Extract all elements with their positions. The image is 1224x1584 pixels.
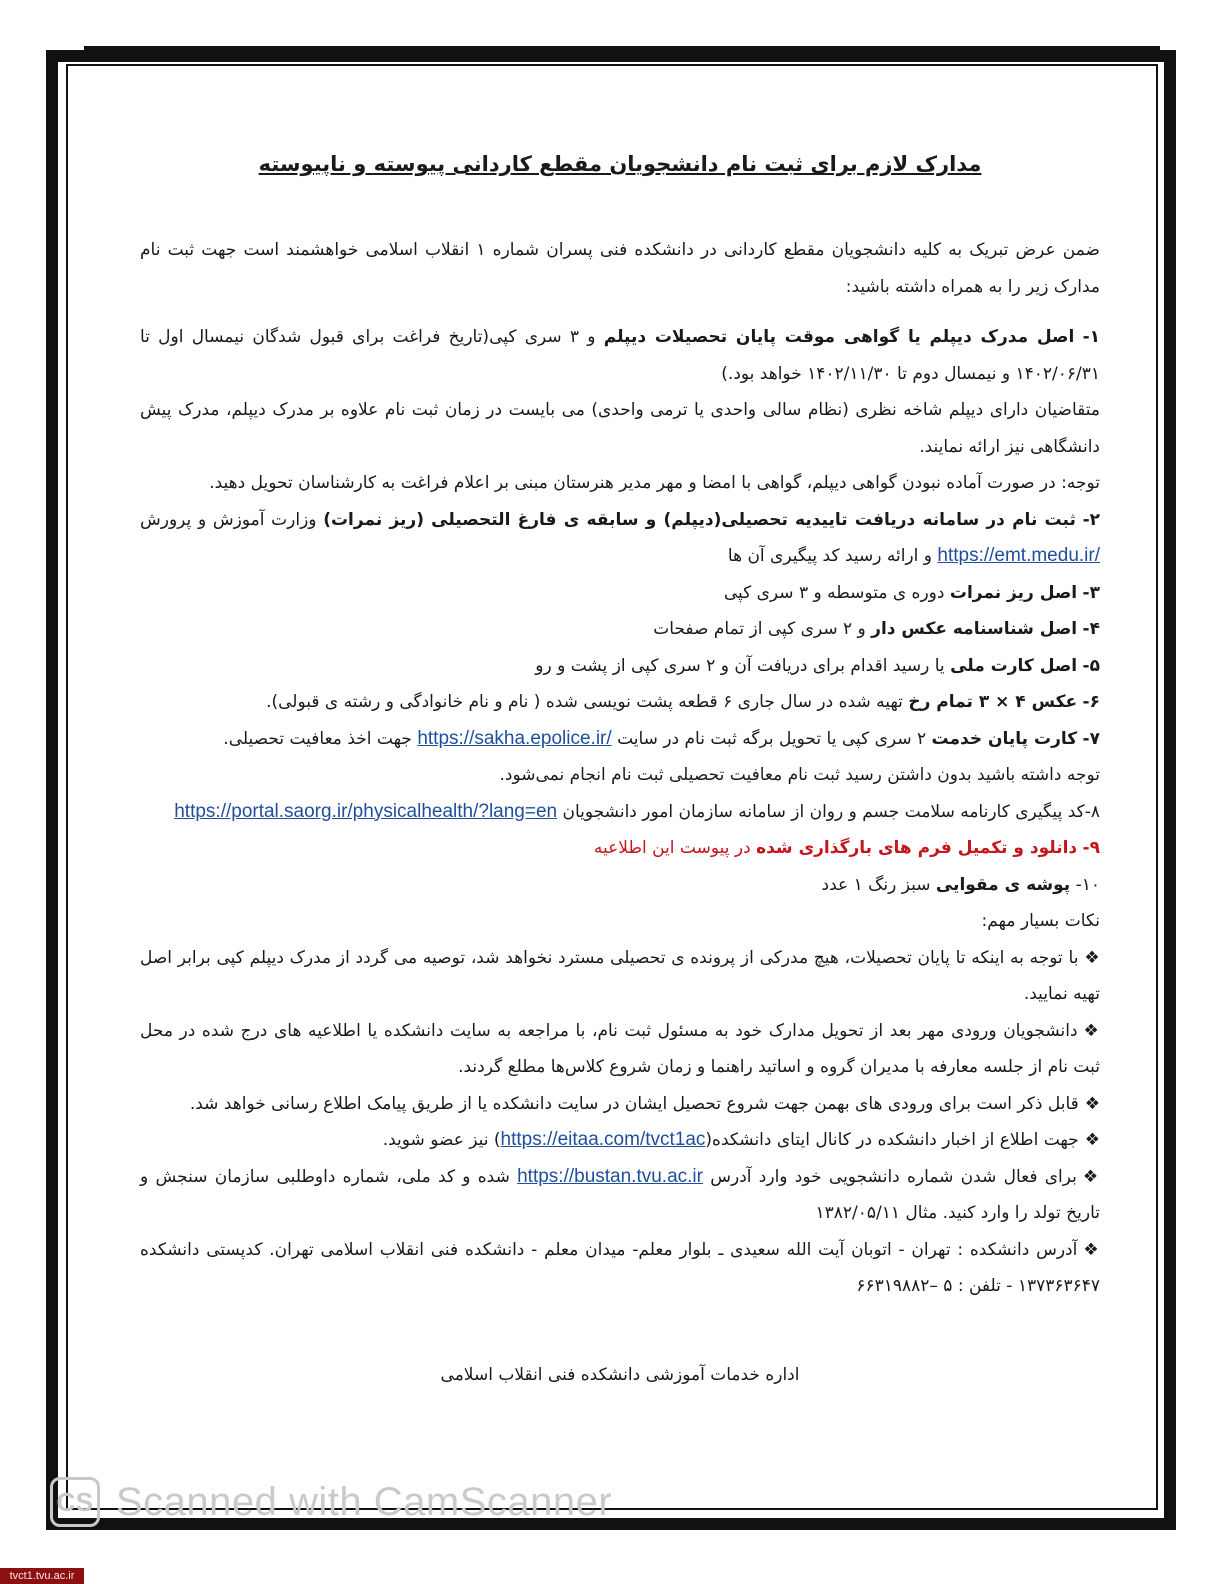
sakha-link[interactable]: https://sakha.epolice.ir/: [417, 727, 612, 749]
camscanner-logo-icon: CS: [50, 1477, 100, 1527]
note-3-text: قابل ذکر است برای ورودی های بهمن جهت شروع تحصیل ایشان در سایت دانشکده یا از طریق پیامک اطلاع رسانی خواهد شد.: [189, 1093, 1079, 1114]
item-7-bold: کارت پایان خدمت: [931, 728, 1078, 749]
site-tag: tvct1.tvu.ac.ir: [0, 1568, 84, 1584]
item-7-text-2: جهت اخذ معافیت تحصیلی.: [223, 728, 418, 749]
signature: اداره خدمات آموزشی دانشکده فنی انقلاب اسلامی: [440, 1364, 800, 1385]
diamond-bullet-icon: ❖: [1082, 1166, 1100, 1187]
item-1-note: متقاضیان دارای دیپلم شاخه نظری (نظام سالی واحدی یا ترمی واحدی) می بایست در زمان ثبت نام علاوه بر مدرک دیپلم، مدرک پیش دانشگاهی نیز ارائه نمایند.: [140, 400, 1100, 457]
emt-link[interactable]: https://emt.medu.ir/: [937, 545, 1100, 566]
item-6-text: تهیه شده در سال جاری ۶ قطعه پشت نویسی شده ( نام و نام خانوادگی و رشته ی قبولی).: [266, 692, 909, 712]
item-9-text: در پیوست این اطلاعیه: [593, 838, 757, 858]
item-4-bold: اصل شناسنامه عکس دار: [871, 619, 1078, 639]
item-10: [140, 867, 1100, 904]
item-1-warning: توجه: در صورت آماده نبودن گواهی دیپلم، گواهی با امضا و مهر مدیر هنرستان مبنی بر اعلام فراغت به کارشناسان تحویل دهید.: [209, 473, 1100, 493]
item-5-bold: اصل کارت ملی: [950, 655, 1078, 676]
note-6-text: آدرس دانشکده : تهران - اتوبان آیت الله سعیدی ـ بلوار معلم- میدان معلم - دانشکده فنی انقلاب اسلامی تهران. کدپستی دانشکده ۱۳۷۳۶۳۶۴۷ - تلفن : ۵ –۶۶۳۱۹۸۸۲: [140, 1239, 1100, 1296]
item-8-text: کد پیگیری کارنامه سلامت جسم و روان از سامانه سازمان امور دانشجویان: [562, 801, 1085, 822]
note-6: [140, 1232, 1100, 1305]
item-3-number: ۳-: [1082, 582, 1100, 603]
item-7-text: ۲ سری کپی یا تحویل برگه ثبت نام در سایت: [617, 728, 932, 749]
note-3: [140, 1086, 1100, 1123]
item-9: [140, 830, 1100, 867]
diamond-bullet-icon: ❖: [1083, 1239, 1100, 1260]
camscanner-watermark: [50, 1472, 670, 1532]
watermark-text: Scanned with CamScanner: [116, 1479, 613, 1524]
note-2-text: دانشجویان ورودی مهر بعد از تحویل مدارک خود به مسئول ثبت نام، با مراجعه به سایت دانشکده یا اطلاعیه های درج شده در محل ثبت نام از جلسه معارفه با مدیران گروه و اساتید راهنما و زمان شروع کلاس‌ها مطلع گردند.: [140, 1020, 1100, 1077]
note-5-text-2: شده و کد ملی، شماره داوطلبی سازمان سنجش و تاریخ تولد را وارد کنید. مثال ۱۳۸۲/۰۵/۱۱: [140, 1166, 1100, 1223]
diamond-bullet-icon: ❖: [1084, 1093, 1100, 1114]
note-5-text: برای فعال شدن شماره دانشجویی خود وارد آدرس: [702, 1166, 1077, 1187]
page-title: مدارک لازم برای ثبت نام دانشجویان مقطع کاردانی پیوسته و ناپیوسته: [258, 152, 982, 176]
item-3: [140, 575, 1100, 612]
item-1-text: و ۳ سری کپی(تاریخ فراغت برای قبول شدگان نیمسال اول تا ۱۴۰۲/۰۶/۳۱ و نیمسال دوم تا ۱۴۰۲/۱۱/۳۰ خواهد بود.): [140, 327, 1100, 384]
diamond-bullet-icon: ❖: [1084, 1130, 1100, 1150]
item-8-number: ۸-: [1084, 801, 1100, 822]
item-4-text: و ۲ سری کپی از تمام صفحات: [653, 619, 872, 639]
item-2-text: وزارت آموزش و پرورش: [140, 509, 324, 530]
document-body: [140, 140, 1100, 1393]
item-2: [140, 502, 1100, 575]
eitaa-link[interactable]: https://eitaa.com/tvct1ac: [500, 1129, 706, 1150]
item-2-number: ۲-: [1082, 509, 1101, 530]
item-6-bold: عکس ۴ × ۳ تمام رخ: [908, 692, 1078, 712]
item-7-number: ۷-: [1082, 728, 1100, 749]
item-2-text-2: و ارائه رسید کد پیگیری آن ها: [727, 546, 938, 566]
item-4-number: ۴-: [1082, 619, 1100, 639]
note-5: [140, 1159, 1100, 1232]
item-7: [140, 721, 1100, 758]
item-5-text: یا رسید اقدام برای دریافت آن و ۲ سری کپی از پشت و رو: [535, 655, 951, 676]
item-3-text: دوره ی متوسطه و ۳ سری کپی: [723, 582, 950, 603]
diamond-bullet-icon: ❖: [1083, 1020, 1100, 1041]
intro-paragraph: ضمن عرض تبریک به کلیه دانشجویان مقطع کاردانی در دانشکده فنی پسران شماره ۱ انقلاب اسلامی خواهشمند است جهت ثبت نام مدارک زیر را به همراه داشته باشید:: [140, 240, 1100, 297]
note-1-text: با توجه به اینکه تا پایان تحصیلات، هیچ مدرکی از پرونده ی تحصیلی مسترد نخواهد شد، توصیه می گردد از مدرک دیپلم کپی برابر اصل تهیه نمایید.: [140, 947, 1100, 1004]
note-4-text-2: ) نیز عضو شوید.: [382, 1130, 501, 1150]
item-1-number: ۱-: [1082, 327, 1101, 347]
item-1: [140, 319, 1100, 392]
note-2: [140, 1013, 1100, 1086]
note-1: [140, 940, 1100, 1013]
item-3-bold: اصل ریز نمرات: [949, 582, 1078, 603]
item-4: [140, 611, 1100, 648]
item-7-note: توجه داشته باشید بدون داشتن رسید ثبت نام معافیت تحصیلی ثبت نام انجام نمی‌شود.: [499, 765, 1100, 785]
saorg-link[interactable]: https://portal.saorg.ir/physicalhealth/?lang=en: [174, 800, 558, 822]
item-10-bold: پوشه ی مقوایی: [935, 874, 1071, 895]
item-2-bold: ثبت نام در سامانه دریافت تاییدیه تحصیلی(دیپلم) و سابقه ی فارغ التحصیلی (ریز نمرات): [323, 509, 1076, 530]
item-6: [140, 684, 1100, 721]
bustan-link[interactable]: https://bustan.tvu.ac.ir: [517, 1165, 703, 1187]
item-6-number: ۶-: [1082, 692, 1100, 712]
item-10-text: سبز رنگ ۱ عدد: [821, 874, 936, 895]
item-9-bold: دانلود و تکمیل فرم های بارگذاری شده: [756, 838, 1078, 858]
note-4-text: جهت اطلاع از اخبار دانشکده در کانال ایتای دانشکده(: [705, 1130, 1079, 1150]
item-5-number: ۵-: [1082, 655, 1100, 676]
item-8: [140, 794, 1100, 831]
item-1-bold: اصل مدرک دیپلم یا گواهی موقت پایان تحصیلات دیپلم: [603, 327, 1075, 347]
item-5: [140, 648, 1100, 685]
item-9-number: ۹-: [1082, 838, 1100, 858]
note-4: [140, 1122, 1100, 1159]
diamond-bullet-icon: ❖: [1084, 947, 1100, 968]
notes-heading: نکات بسیار مهم:: [981, 911, 1100, 931]
item-10-number: ۱۰-: [1075, 874, 1100, 895]
